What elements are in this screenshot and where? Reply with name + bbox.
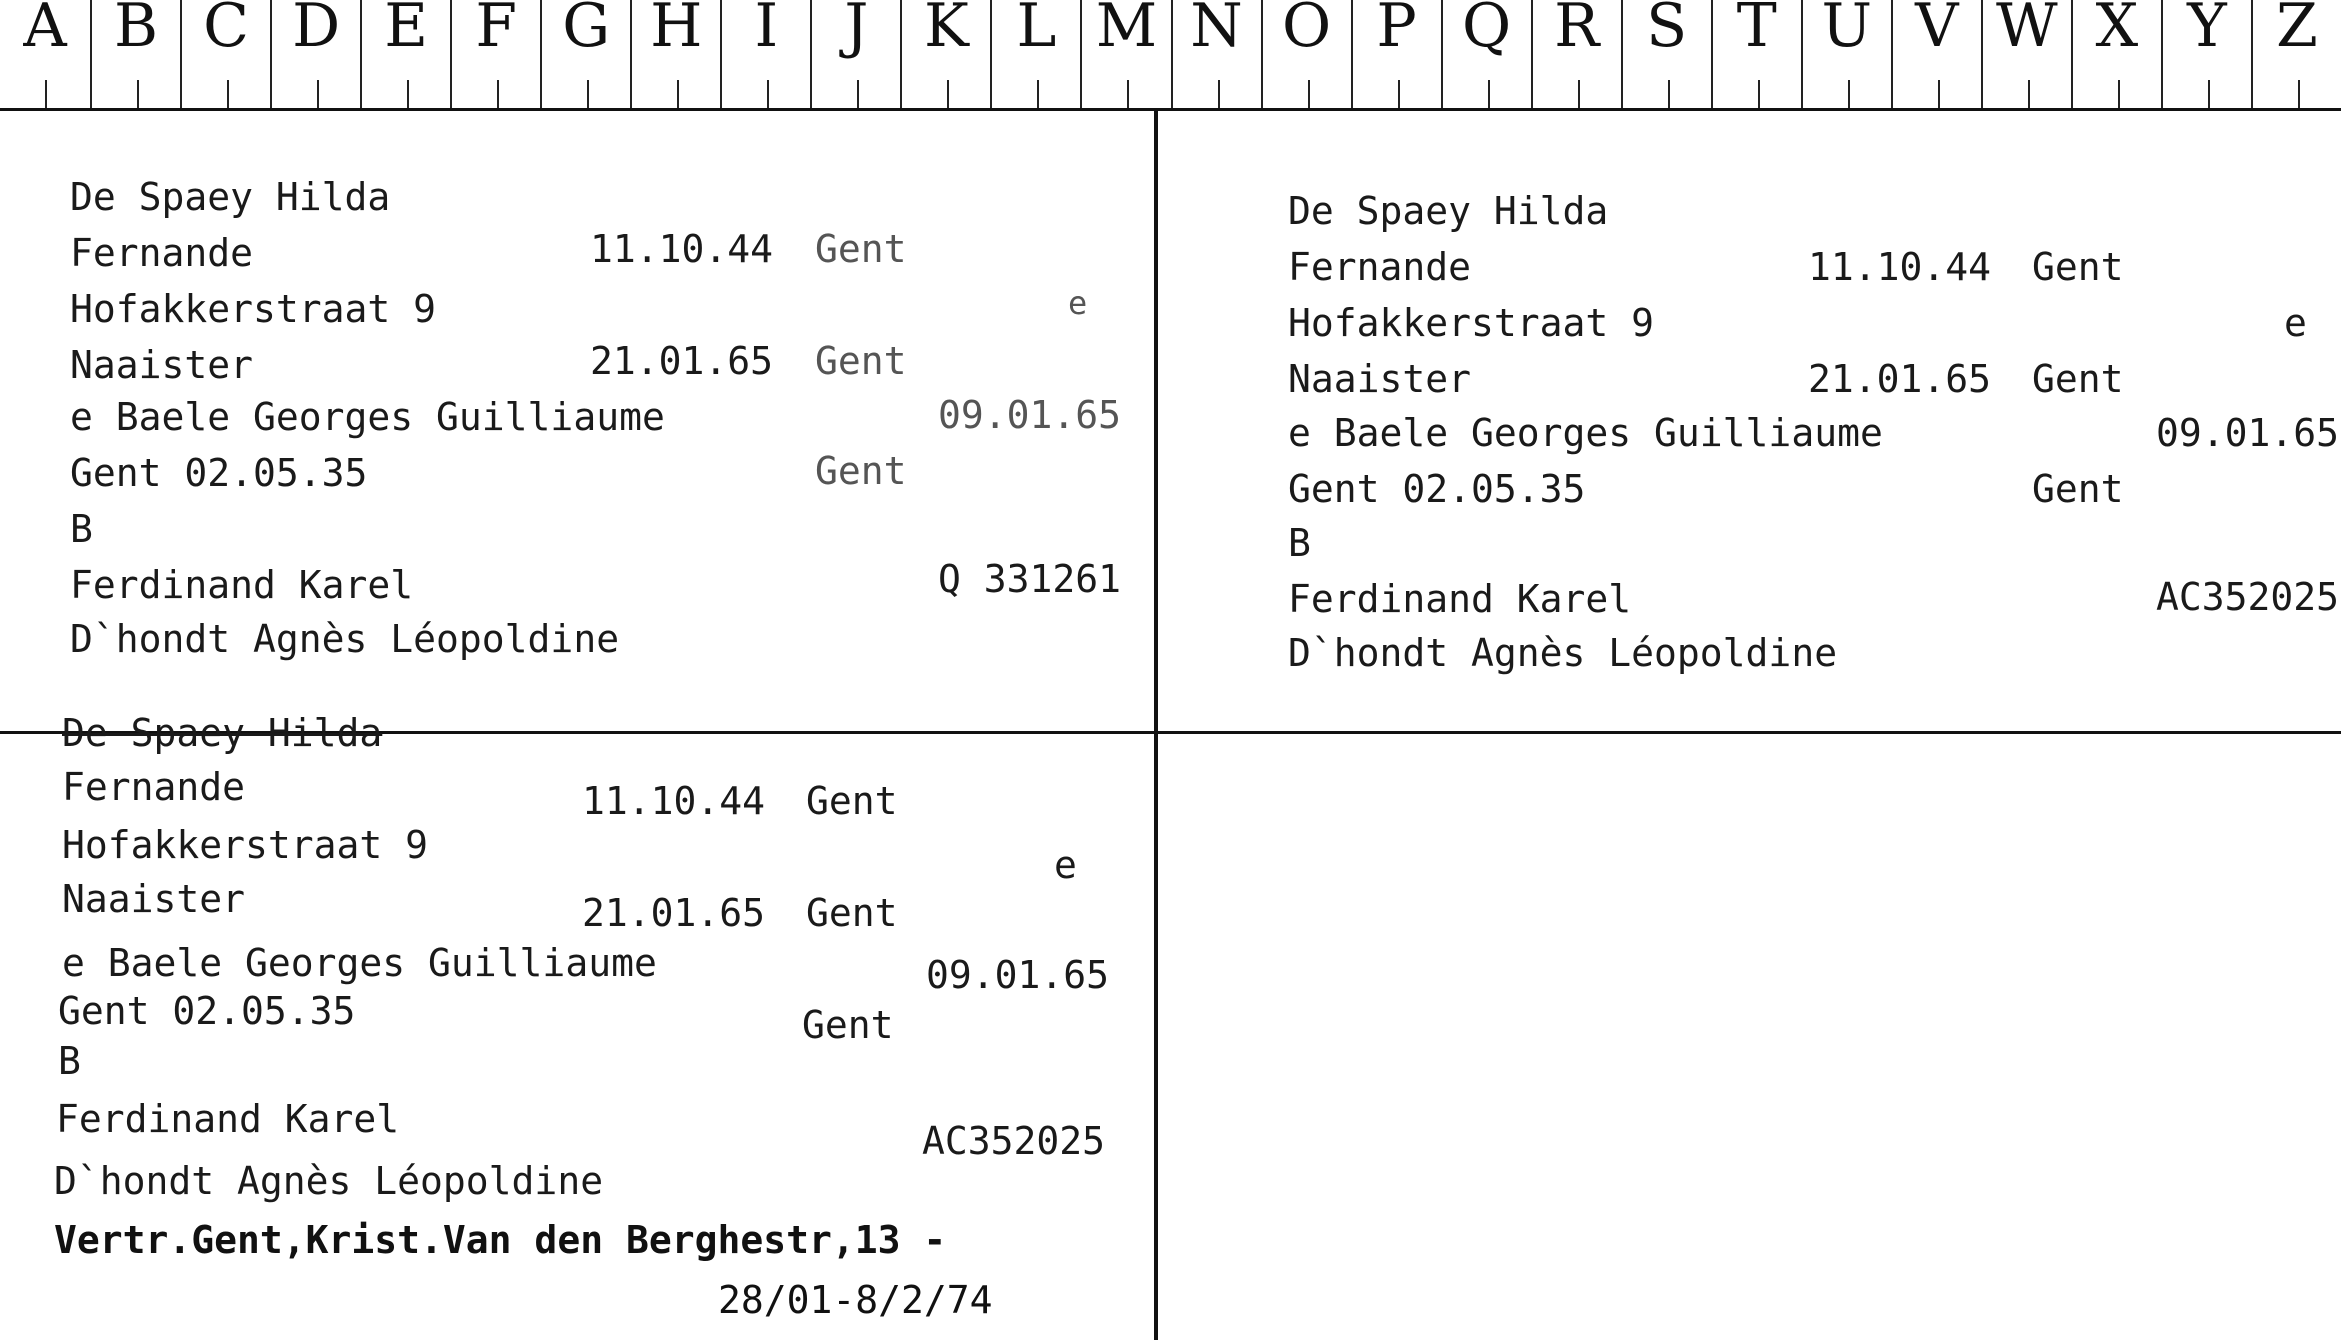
alphabet-index-ruler [0, 0, 2341, 111]
father: Ferdinand Karel [1288, 577, 1632, 621]
ruler-letter-f: F [475, 0, 518, 61]
ruler-tick [497, 80, 499, 108]
ruler-tick [1668, 80, 1670, 108]
ruler-letter-p: P [1376, 0, 1417, 61]
surname: De Spaey Hilda [1288, 189, 1609, 233]
mother: D`hondt Agnès Léopoldine [54, 1159, 604, 1203]
marriage-date: 21.01.65 [590, 339, 774, 383]
ruler-tick [677, 80, 679, 108]
ruler-cell-h [630, 0, 720, 108]
birth-date: 11.10.44 [590, 227, 774, 271]
ruler-cell-t [1711, 0, 1801, 108]
move-note: Vertr.Gent,Krist.Van den Berghestr,13 - [54, 1218, 947, 1262]
spouse: e Baele Georges Guilliaume [62, 941, 657, 985]
birth-date: 11.10.44 [582, 779, 766, 823]
move-dates: 28/01-8/2/74 [718, 1278, 993, 1322]
spouse: e Baele Georges Guilliaume [70, 395, 665, 439]
ruler-cell-c [180, 0, 270, 108]
ruler-cell-p [1351, 0, 1441, 108]
marker: e [1054, 843, 1077, 887]
ruler-letter-v: V [1915, 0, 1959, 61]
ruler-cell-d [270, 0, 360, 108]
ruler-cell-v [1891, 0, 1981, 108]
occupation: Naaister [62, 877, 246, 921]
occupation: Naaister [1288, 357, 1472, 401]
ruler-letter-y: Y [2187, 0, 2227, 61]
surname: De Spaey Hilda [70, 175, 391, 219]
address: Hofakkerstraat 9 [70, 287, 437, 331]
ruler-cell-q [1441, 0, 1531, 108]
ruler-tick [227, 80, 229, 108]
nationality: B [70, 507, 93, 551]
ruler-letter-z: Z [2276, 0, 2318, 61]
ruler-cell-u [1801, 0, 1891, 108]
ruler-tick [407, 80, 409, 108]
ruler-cell-a [0, 0, 90, 108]
given-name: Fernande [1288, 245, 1472, 289]
ruler-tick [137, 80, 139, 108]
ruler-letter-e: E [384, 0, 429, 61]
ruler-cell-k [900, 0, 990, 108]
ruler-cell-j [810, 0, 900, 108]
ruler-cell-n [1171, 0, 1261, 108]
ruler-tick [1848, 80, 1850, 108]
id-number: AC352025 [922, 1119, 1106, 1163]
ruler-letter-b: B [114, 0, 159, 61]
birth-place: Gent [806, 779, 898, 823]
ruler-letter-k: K [923, 0, 969, 61]
nationality: B [58, 1039, 81, 1083]
spouse-birth-place: Gent [815, 449, 907, 493]
ruler-letter-o: O [1281, 0, 1332, 61]
ruler-cell-m [1080, 0, 1170, 108]
ruler-tick [857, 80, 859, 108]
ruler-letter-m: M [1095, 0, 1158, 61]
marriage-place: Gent [815, 339, 907, 383]
ruler-tick [1218, 80, 1220, 108]
spouse-date: 09.01.65 [926, 953, 1110, 997]
ruler-cell-f [450, 0, 540, 108]
ruler-letter-x: X [2095, 0, 2139, 61]
ruler-letter-l: L [1016, 0, 1057, 61]
id-number: Q 331261 [938, 557, 1122, 601]
ruler-letter-s: S [1646, 0, 1688, 61]
ruler-tick [2298, 80, 2300, 108]
ruler-cell-e [360, 0, 450, 108]
spouse-birth: Gent 02.05.35 [70, 451, 368, 495]
ruler-cell-o [1261, 0, 1351, 108]
spouse-date: 09.01.65 [938, 393, 1122, 437]
ruler-tick [1037, 80, 1039, 108]
spouse-birth: Gent 02.05.35 [1288, 467, 1586, 511]
surname: De Spaey Hilda [62, 711, 383, 755]
ruler-tick [587, 80, 589, 108]
ruler-letter-g: G [562, 0, 611, 61]
marriage-place: Gent [2032, 357, 2124, 401]
ruler-tick [947, 80, 949, 108]
ruler-tick [2208, 80, 2210, 108]
ruler-tick [317, 80, 319, 108]
marker: e [1068, 284, 1088, 322]
given-name: Fernande [70, 231, 254, 275]
ruler-letter-d: D [292, 0, 341, 61]
ruler-tick [1938, 80, 1940, 108]
ruler-cell-z [2251, 0, 2341, 108]
nationality: B [1288, 521, 1311, 565]
birth-date: 11.10.44 [1808, 245, 1992, 289]
ruler-cell-w [1981, 0, 2071, 108]
birth-place: Gent [2032, 245, 2124, 289]
mother: D`hondt Agnès Léopoldine [1288, 631, 1838, 675]
marriage-date: 21.01.65 [1808, 357, 1992, 401]
ruler-cell-s [1621, 0, 1711, 108]
ruler-tick [1127, 80, 1129, 108]
ruler-cell-l [990, 0, 1080, 108]
father: Ferdinand Karel [56, 1097, 400, 1141]
ruler-letter-h: H [650, 0, 703, 61]
ruler-letter-u: U [1821, 0, 1873, 61]
mother: D`hondt Agnès Léopoldine [70, 617, 620, 661]
birth-place: Gent [815, 227, 907, 271]
ruler-letter-a: A [23, 0, 67, 61]
marriage-place: Gent [806, 891, 898, 935]
ruler-tick [1488, 80, 1490, 108]
ruler-cell-i [720, 0, 810, 108]
ruler-tick [767, 80, 769, 108]
father: Ferdinand Karel [70, 563, 414, 607]
ruler-letter-t: T [1736, 0, 1777, 61]
occupation: Naaister [70, 343, 254, 387]
ruler-tick [2028, 80, 2030, 108]
ruler-tick [1308, 80, 1310, 108]
ruler-letter-r: R [1554, 0, 1600, 61]
marker: e [2284, 301, 2307, 345]
spouse-date: 09.01.65 [2156, 411, 2340, 455]
ruler-tick [1758, 80, 1760, 108]
ruler-letter-j: J [844, 0, 869, 61]
ruler-cell-x [2071, 0, 2161, 108]
id-number: AC352025 [2156, 575, 2340, 619]
ruler-cell-b [90, 0, 180, 108]
vertical-divider [1154, 111, 1158, 1340]
ruler-letter-q: Q [1462, 0, 1512, 61]
ruler-tick [45, 80, 47, 108]
ruler-tick [1578, 80, 1580, 108]
ruler-tick [2118, 80, 2120, 108]
address: Hofakkerstraat 9 [1288, 301, 1655, 345]
ruler-letter-i: I [754, 0, 779, 61]
ruler-letter-w: W [1996, 0, 2058, 61]
marriage-date: 21.01.65 [582, 891, 766, 935]
ruler-tick [1398, 80, 1400, 108]
address: Hofakkerstraat 9 [62, 823, 429, 867]
ruler-letter-c: C [203, 0, 250, 61]
ruler-cell-y [2161, 0, 2251, 108]
ruler-cell-g [540, 0, 630, 108]
spouse: e Baele Georges Guilliaume [1288, 411, 1883, 455]
spouse-birth: Gent 02.05.35 [58, 989, 356, 1033]
ruler-letter-n: N [1190, 0, 1243, 61]
spouse-birth-place: Gent [2032, 467, 2124, 511]
given-name: Fernande [62, 765, 246, 809]
spouse-birth-place: Gent [802, 1003, 894, 1047]
ruler-cell-r [1531, 0, 1621, 108]
